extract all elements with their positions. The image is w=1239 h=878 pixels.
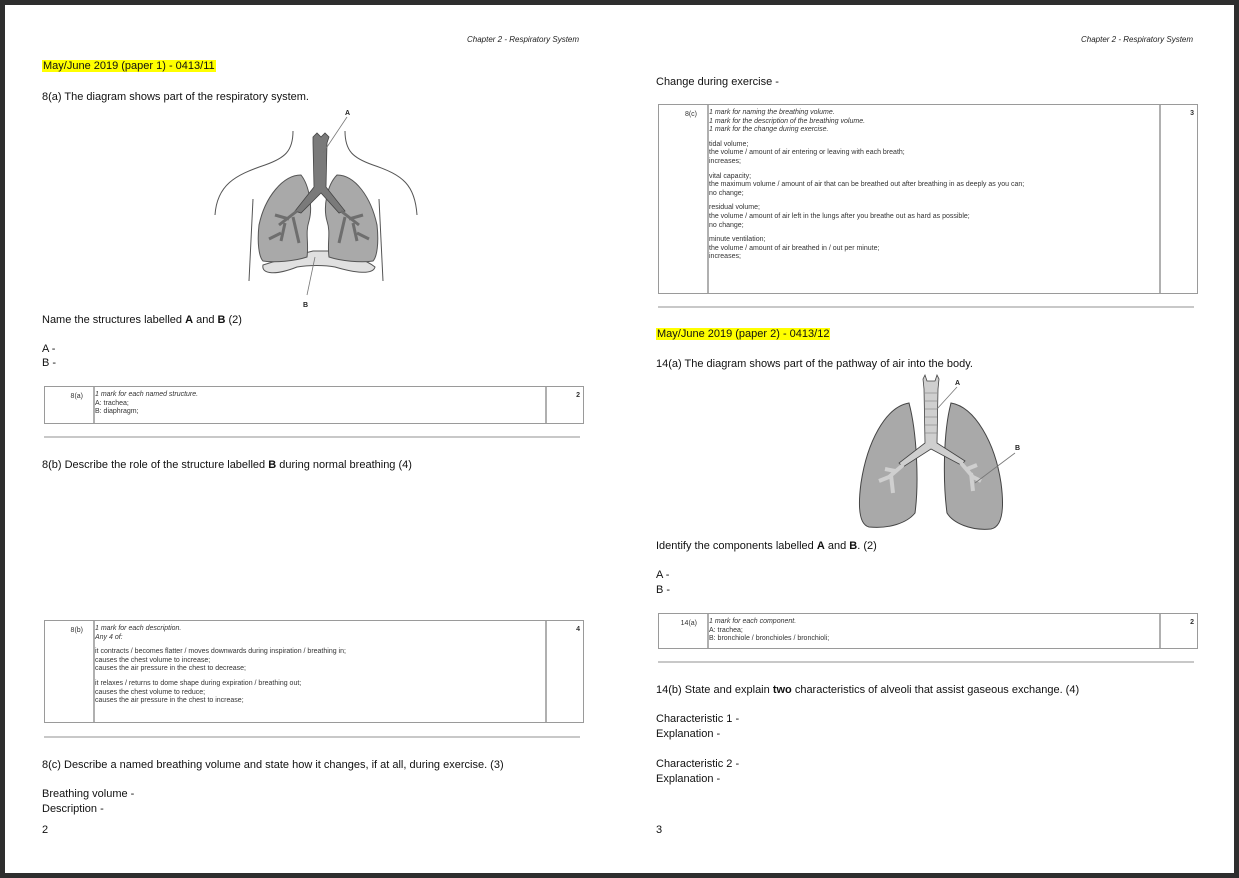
mark-scheme-ref: 8(a) [70, 393, 83, 400]
divider [44, 436, 580, 438]
air-pathway-diagram [845, 373, 1035, 538]
question-8c-prompt: 8(c) Describe a named breathing volume and state how it changes, if at all, during exercise. (3) [42, 759, 504, 771]
question-8b-prompt: 8(b) Describe the role of the structure labelled B during normal breathing (4) [42, 459, 412, 471]
svg-text:A: A [955, 380, 961, 387]
question-14b-prompt: 14(b) State and explain two characteristics of alveoli that assist gaseous exchange. (4) [656, 684, 1080, 696]
mark-scheme-ref: 14(a) [680, 620, 697, 627]
divider [658, 661, 1194, 663]
running-header: Chapter 2 - Respiratory System [467, 35, 580, 44]
mark-scheme-marks: 4 [576, 626, 580, 633]
running-header: Chapter 2 - Respiratory System [1081, 35, 1194, 44]
answer-line-breathing-volume: Breathing volume - [42, 788, 135, 800]
page-number: 3 [656, 824, 663, 836]
question-14a-task: Identify the components labelled A and B. (2) [656, 540, 877, 552]
divider [44, 736, 580, 738]
question-8a-task: Name the structures labelled A and B (2) [42, 314, 242, 326]
question-14a-prompt: 14(a) The diagram shows part of the pathway of air into the body. [656, 358, 973, 370]
page-2 [5, 5, 619, 873]
mark-scheme-8b: 8(b) 1 mark for each description. Any 4 of: it contracts / becomes flatter / moves downwards during inspiration / breathing in; causes the chest volume to increase; causes the air pressure in the chest to decrease; it relaxes / returns to dome shape during expiration / breathing out; causes the chest volume to reduce; causes the air pressure in the chest to increase; 4 [44, 620, 584, 723]
question-8a-prompt: 8(a) The diagram shows part of the respiratory system. [42, 91, 309, 103]
svg-text:B: B [1015, 445, 1021, 452]
mark-scheme-marks: 2 [576, 392, 580, 399]
answer-line-description: Description - [42, 803, 104, 815]
answer-line-characteristic-2: Characteristic 2 - [656, 758, 740, 770]
mark-scheme-ref: 8(b) [70, 627, 83, 634]
answer-line-characteristic-1: Characteristic 1 - [656, 713, 740, 725]
answer-line-explanation-2: Explanation - [656, 773, 721, 785]
answer-line-a: A - [656, 569, 670, 581]
mark-scheme-ref: 8(c) [684, 111, 697, 118]
answer-line-b: B - [656, 584, 671, 596]
page-3 [619, 5, 1234, 873]
answer-line-change: Change during exercise - [656, 76, 779, 88]
mark-scheme-marks: 3 [1190, 110, 1194, 117]
paper-heading: May/June 2019 (paper 2) - 0413/12 [657, 328, 830, 340]
mark-scheme-8a: 8(a) 1 mark for each named structure. A: trachea; B: diaphragm; 2 [44, 386, 584, 424]
divider [658, 306, 1194, 308]
svg-text:B: B [303, 302, 309, 309]
svg-text:A: A [345, 110, 351, 117]
answer-line-a: A - [42, 343, 56, 355]
document-spread [5, 5, 1234, 873]
paper-heading: May/June 2019 (paper 1) - 0413/11 [43, 60, 215, 72]
answer-line-explanation-1: Explanation - [656, 728, 721, 740]
mark-scheme-marks: 2 [1190, 619, 1194, 626]
respiratory-system-diagram [205, 103, 435, 309]
mark-scheme-8c: 8(c) 1 mark for naming the breathing volume. 1 mark for the description of the breathing volume. 1 mark for the change during exercise. tidal volume; the volume / amount of air entering or leaving with each breath; increases; vital capacity; the maximum volume / amount of air that can be breathed out after breathing in as deeply as you can; no change; residual volume; the volume / amount of air left in the lungs after you breathe out as hard as possible; no change; minute ventilation; the volume / amount of air breathed in / out per minute; increases; 3 [658, 104, 1198, 294]
mark-scheme-14a: 14(a) 1 mark for each component. A: trachea; B: bronchiole / bronchioles / bronchioli; 2 [658, 613, 1198, 649]
page-number: 2 [42, 824, 49, 836]
answer-line-b: B - [42, 357, 57, 369]
